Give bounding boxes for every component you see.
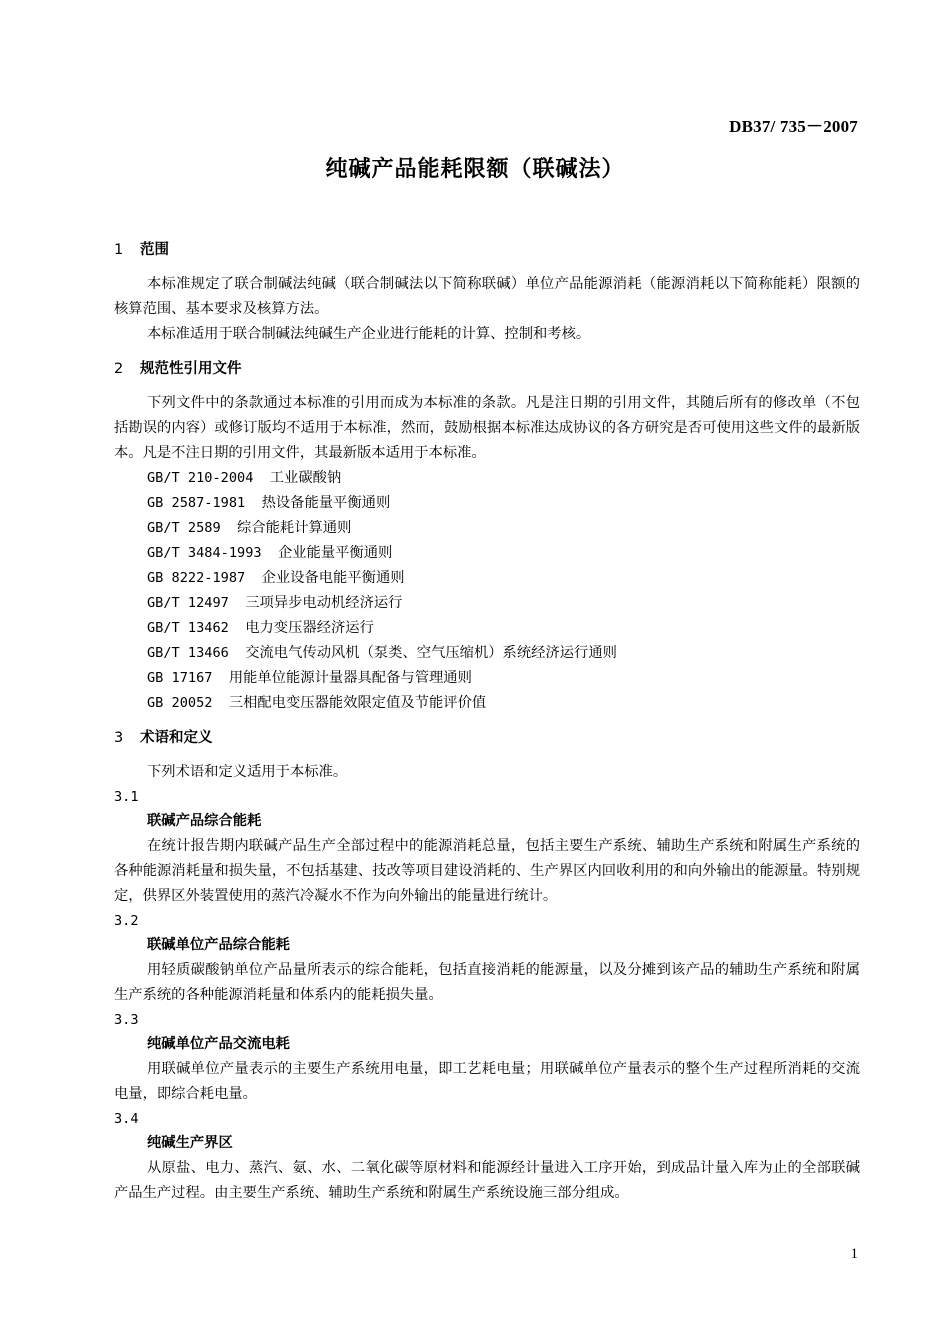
reference-code: GB/T 210-2004 (147, 470, 270, 486)
reference-title: 交流电气传动风机（泵类、空气压缩机）系统经济运行通则 (245, 645, 617, 661)
reference-item (147, 666, 860, 691)
term-entry (114, 909, 860, 1008)
reference-code: GB 17167 (147, 670, 229, 686)
reference-code: GB 2587-1981 (147, 495, 262, 511)
reference-code: GB/T 13462 (147, 620, 246, 636)
section-heading-normative-references (114, 357, 860, 381)
reference-item (147, 516, 860, 541)
term-definition: 从原盐、电力、蒸汽、氨、水、二氧化碳等原材料和能源经计量进入工序开始，到成品计量入库为止的全部联碱产品生产过程。由主要生产系统、辅助生产系统和附属生产系统设施三部分组成。 (114, 1160, 860, 1201)
page-number: 1 (850, 1246, 858, 1262)
term-definition: 用轻质碳酸钠单位产品量所表示的综合能耗，包括直接消耗的能源量，以及分摊到该产品的辅助生产系统和附属生产系统的各种能源消耗量和体系内的能耗损失量。 (114, 962, 860, 1003)
term-number: 3.3 (114, 1012, 139, 1028)
term-name: 联碱产品综合能耗 (147, 813, 262, 829)
reference-item (147, 591, 860, 616)
reference-item (147, 491, 860, 516)
term-number: 3.4 (114, 1111, 139, 1127)
term-name: 联碱单位产品综合能耗 (147, 937, 290, 953)
reference-code: GB/T 12497 (147, 595, 246, 611)
reference-title: 综合能耗计算通则 (237, 520, 352, 536)
reference-list (114, 466, 860, 716)
section-number: 2 (114, 361, 124, 377)
section-title: 范围 (140, 242, 169, 258)
section-title: 术语和定义 (140, 730, 213, 746)
term-name: 纯碱单位产品交流电耗 (147, 1036, 290, 1052)
reference-code: GB/T 3484-1993 (147, 545, 278, 561)
section-title: 规范性引用文件 (140, 361, 242, 377)
section-number: 3 (114, 730, 124, 746)
document-body (114, 238, 860, 1206)
reference-title: 用能单位能源计量器具配备与管理通则 (228, 670, 472, 686)
reference-code: GB 20052 (147, 695, 229, 711)
term-entry (114, 1107, 860, 1206)
standard-code: DB37/ 735－2007 (729, 117, 858, 136)
reference-title: 三相配电变压器能效限定值及节能评价值 (228, 695, 487, 711)
reference-code: GB 8222-1987 (147, 570, 262, 586)
reference-item (147, 641, 860, 666)
term-definition: 用联碱单位产量表示的主要生产系统用电量，即工艺耗电量；用联碱单位产量表示的整个生产过程所消耗的交流电量，即综合耗电量。 (114, 1061, 860, 1102)
reference-title: 三项异步电动机经济运行 (245, 595, 403, 611)
reference-item (147, 466, 860, 491)
reference-title: 工业碳酸钠 (269, 470, 342, 486)
reference-title: 企业能量平衡通则 (277, 545, 393, 561)
reference-item (147, 541, 860, 566)
section-number: 1 (114, 242, 124, 258)
reference-title: 企业设备电能平衡通则 (261, 570, 405, 586)
reference-title: 热设备能量平衡通则 (261, 495, 391, 511)
term-number: 3.1 (114, 789, 139, 805)
paragraph: 下列术语和定义适用于本标准。 (147, 764, 348, 780)
term-entry (114, 785, 860, 909)
reference-title: 电力变压器经济运行 (245, 620, 374, 636)
reference-item (147, 691, 860, 716)
document-title: 纯碱产品能耗限额（联碱法） (325, 157, 625, 182)
term-entry (114, 1008, 860, 1107)
paragraph: 本标准适用于联合制碱法纯碱生产企业进行能耗的计算、控制和考核。 (147, 326, 591, 342)
term-name: 纯碱生产界区 (147, 1135, 233, 1151)
reference-item (147, 566, 860, 591)
reference-item (147, 616, 860, 641)
section-heading-scope (114, 238, 860, 262)
paragraph: 本标准规定了联合制碱法纯碱（联合制碱法以下简称联碱）单位产品能源消耗（能源消耗以下简称能耗）限额的核算范围、基本要求及核算方法。 (114, 276, 860, 317)
term-definition: 在统计报告期内联碱产品生产全部过程中的能源消耗总量，包括主要生产系统、辅助生产系统和附属生产系统的各种能源消耗量和损失量，不包括基建、技改等项目建设消耗的、生产界区内回收利用的和向外输出的能源量。特别规定，供界区外装置使用的蒸汽冷凝水不作为向外输出的能量进行统计。 (114, 838, 860, 904)
paragraph: 下列文件中的条款通过本标准的引用而成为本标准的条款。凡是注日期的引用文件，其随后所有的修改单（不包括勘误的内容）或修订版均不适用于本标准，然而，鼓励根据本标准达成协议的各方研究是否可使用这些文件的最新版本。凡是不注日期的引用文件，其最新版本适用于本标准。 (114, 395, 860, 461)
section-heading-terms-definitions (114, 726, 860, 750)
reference-code: GB/T 13466 (147, 645, 246, 661)
term-number: 3.2 (114, 913, 139, 929)
reference-code: GB/T 2589 (147, 520, 238, 536)
